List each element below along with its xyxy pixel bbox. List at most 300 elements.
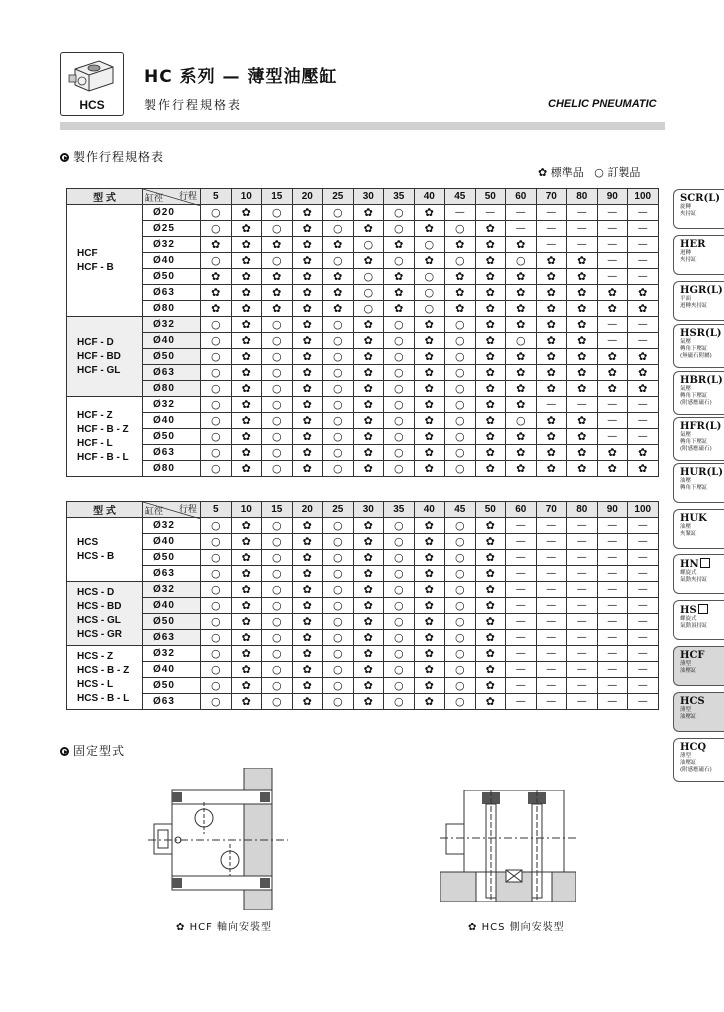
standard-mark: ✿ <box>414 317 445 333</box>
standard-mark: ✿ <box>475 678 506 694</box>
order-mark: ○ <box>445 630 476 646</box>
standard-mark: ✿ <box>384 285 415 301</box>
order-mark: ○ <box>353 285 384 301</box>
bore-cell: Ø40 <box>143 413 201 429</box>
side-tab-code: HSR(L) <box>680 328 722 339</box>
order-mark: ○ <box>384 566 415 582</box>
standard-mark: ✿ <box>475 221 506 237</box>
bore-cell: Ø80 <box>143 381 201 397</box>
hcf-axial-mount-drawing <box>148 768 288 910</box>
standard-mark: ✿ <box>292 381 323 397</box>
stroke-25: 25 <box>323 189 354 205</box>
order-mark: ○ <box>201 662 232 678</box>
order-mark: ○ <box>384 221 415 237</box>
order-mark: ○ <box>323 221 354 237</box>
table-row <box>67 566 659 582</box>
standard-mark: ✿ <box>292 598 323 614</box>
standard-mark: ✿ <box>353 694 384 710</box>
ord-symbol-icon: ○ <box>594 166 604 179</box>
standard-mark: ✿ <box>475 237 506 253</box>
order-mark: ○ <box>323 205 354 221</box>
standard-mark: ✿ <box>475 646 506 662</box>
standard-mark: ✿ <box>506 461 537 477</box>
table-row <box>67 285 659 301</box>
unavailable-mark: — <box>628 646 659 662</box>
standard-mark: ✿ <box>353 253 384 269</box>
standard-mark: ✿ <box>231 269 262 285</box>
unavailable-mark: — <box>536 662 567 678</box>
stroke-50: 50 <box>475 189 506 205</box>
page-title: HC 系列 — 薄型油壓缸 <box>144 67 338 87</box>
model-name: HCF - GL <box>77 364 121 376</box>
unavailable-mark: — <box>567 397 598 413</box>
order-mark: ○ <box>323 381 354 397</box>
model-name: HCS - D <box>77 586 115 598</box>
order-mark: ○ <box>323 566 354 582</box>
standard-mark: ✿ <box>475 550 506 566</box>
standard-mark: ✿ <box>414 614 445 630</box>
standard-mark: ✿ <box>536 381 567 397</box>
table-row <box>67 598 659 614</box>
order-mark: ○ <box>262 582 293 598</box>
side-tab-desc: (附感應磁石) <box>680 446 712 452</box>
legend-std-label: 標準品 <box>550 166 584 179</box>
standard-mark: ✿ <box>506 237 537 253</box>
standard-mark: ✿ <box>231 349 262 365</box>
order-mark: ○ <box>262 662 293 678</box>
standard-mark: ✿ <box>567 317 598 333</box>
side-tab-desc: 油壓缸 <box>680 760 697 766</box>
bore-cell: Ø50 <box>143 429 201 445</box>
standard-mark: ✿ <box>292 333 323 349</box>
side-tab-desc: 氣壓 <box>680 386 692 392</box>
order-mark: ○ <box>323 614 354 630</box>
order-mark: ○ <box>445 646 476 662</box>
side-tab-desc: 夾緊缸 <box>680 531 697 537</box>
table-row <box>67 445 659 461</box>
order-mark: ○ <box>201 534 232 550</box>
standard-mark: ✿ <box>292 550 323 566</box>
unavailable-mark: — <box>597 429 628 445</box>
standard-mark: ✿ <box>262 269 293 285</box>
stroke-50: 50 <box>475 502 506 518</box>
bore-cell: Ø50 <box>143 678 201 694</box>
side-tab-huk[interactable] <box>673 509 724 549</box>
table-row <box>67 518 659 534</box>
unavailable-mark: — <box>597 694 628 710</box>
order-mark: ○ <box>384 694 415 710</box>
standard-mark: ✿ <box>231 365 262 381</box>
unavailable-mark: — <box>628 221 659 237</box>
stroke-70: 70 <box>536 502 567 518</box>
standard-mark: ✿ <box>231 317 262 333</box>
standard-mark: ✿ <box>475 662 506 678</box>
unavailable-mark: — <box>506 518 537 534</box>
order-mark: ○ <box>262 381 293 397</box>
order-mark: ○ <box>201 550 232 566</box>
order-mark: ○ <box>445 550 476 566</box>
unavailable-mark: — <box>597 646 628 662</box>
unavailable-mark: — <box>597 397 628 413</box>
bore-cell: Ø40 <box>143 253 201 269</box>
order-mark: ○ <box>201 429 232 445</box>
order-mark: ○ <box>201 445 232 461</box>
standard-mark: ✿ <box>384 237 415 253</box>
unavailable-mark: — <box>628 678 659 694</box>
order-mark: ○ <box>323 518 354 534</box>
order-mark: ○ <box>414 269 445 285</box>
side-tab-hcq[interactable] <box>673 738 724 782</box>
order-mark: ○ <box>384 413 415 429</box>
side-tab-desc: 平面 <box>680 296 692 302</box>
unavailable-mark: — <box>506 678 537 694</box>
unavailable-mark: — <box>567 678 598 694</box>
standard-mark: ✿ <box>231 534 262 550</box>
standard-mark: ✿ <box>353 678 384 694</box>
hcs-side-mount-drawing <box>440 790 576 902</box>
standard-mark: ✿ <box>231 381 262 397</box>
unavailable-mark: — <box>567 662 598 678</box>
standard-mark: ✿ <box>414 566 445 582</box>
bore-cell: Ø50 <box>143 349 201 365</box>
unavailable-mark: — <box>536 237 567 253</box>
order-mark: ○ <box>201 221 232 237</box>
order-mark: ○ <box>384 598 415 614</box>
model-cell <box>67 397 143 477</box>
stroke-10: 10 <box>231 189 262 205</box>
standard-mark: ✿ <box>475 301 506 317</box>
standard-mark: ✿ <box>292 461 323 477</box>
unavailable-mark: — <box>628 237 659 253</box>
standard-mark: ✿ <box>231 461 262 477</box>
bore-cell: Ø40 <box>143 534 201 550</box>
standard-mark: ✿ <box>628 445 659 461</box>
order-mark: ○ <box>323 333 354 349</box>
side-tab-hbrl[interactable] <box>673 371 724 415</box>
order-mark: ○ <box>445 333 476 349</box>
standard-mark: ✿ <box>353 582 384 598</box>
order-mark: ○ <box>445 534 476 550</box>
standard-mark: ✿ <box>628 301 659 317</box>
side-tab-desc: (附感應磁石) <box>680 767 712 773</box>
order-mark: ○ <box>262 413 293 429</box>
standard-mark: ✿ <box>414 461 445 477</box>
unavailable-mark: — <box>628 566 659 582</box>
order-mark: ○ <box>506 413 537 429</box>
order-mark: ○ <box>201 397 232 413</box>
model-name: HCS - GL <box>77 614 121 626</box>
standard-mark: ✿ <box>353 461 384 477</box>
unavailable-mark: — <box>628 205 659 221</box>
unavailable-mark: — <box>536 550 567 566</box>
stroke-10: 10 <box>231 502 262 518</box>
standard-mark: ✿ <box>475 413 506 429</box>
legend-ord-label: 訂製品 <box>607 166 641 179</box>
page-subtitle: 製作行程規格表 <box>144 98 243 112</box>
side-tab-hgrl[interactable] <box>673 281 724 321</box>
standard-mark: ✿ <box>567 445 598 461</box>
table-row <box>67 550 659 566</box>
order-mark: ○ <box>201 566 232 582</box>
side-tab-desc: 油壓 <box>680 524 692 530</box>
order-mark: ○ <box>384 429 415 445</box>
standard-mark: ✿ <box>353 381 384 397</box>
side-tab-desc: 氣壓 <box>680 432 692 438</box>
order-mark: ○ <box>384 253 415 269</box>
standard-mark: ✿ <box>506 445 537 461</box>
order-mark: ○ <box>445 694 476 710</box>
standard-mark: ✿ <box>567 333 598 349</box>
order-mark: ○ <box>445 445 476 461</box>
standard-mark: ✿ <box>414 349 445 365</box>
bore-cell: Ø63 <box>143 365 201 381</box>
unavailable-mark: — <box>567 614 598 630</box>
bore-cell: Ø50 <box>143 550 201 566</box>
order-mark: ○ <box>384 614 415 630</box>
side-tab-hfrl[interactable] <box>673 417 724 461</box>
table-row <box>67 630 659 646</box>
standard-mark: ✿ <box>475 333 506 349</box>
standard-mark: ✿ <box>292 566 323 582</box>
standard-mark: ✿ <box>231 614 262 630</box>
standard-mark: ✿ <box>506 429 537 445</box>
order-mark: ○ <box>384 397 415 413</box>
standard-mark: ✿ <box>201 269 232 285</box>
unavailable-mark: — <box>597 550 628 566</box>
standard-mark: ✿ <box>353 662 384 678</box>
unavailable-mark: — <box>597 614 628 630</box>
stroke-15: 15 <box>262 502 293 518</box>
standard-mark: ✿ <box>414 205 445 221</box>
standard-mark: ✿ <box>323 269 354 285</box>
section-title-stroke: 製作行程規格表 <box>60 148 164 165</box>
order-mark: ○ <box>445 518 476 534</box>
square-icon <box>698 604 708 614</box>
standard-mark: ✿ <box>414 550 445 566</box>
standard-mark: ✿ <box>597 301 628 317</box>
unavailable-mark: — <box>506 205 537 221</box>
standard-mark: ✿ <box>353 221 384 237</box>
order-mark: ○ <box>323 445 354 461</box>
unavailable-mark: — <box>628 413 659 429</box>
standard-mark: ✿ <box>353 566 384 582</box>
standard-mark: ✿ <box>414 429 445 445</box>
bore-cell: Ø20 <box>143 205 201 221</box>
table-row <box>67 646 659 662</box>
standard-mark: ✿ <box>445 237 476 253</box>
model-name: HCS <box>77 536 99 548</box>
standard-mark: ✿ <box>414 662 445 678</box>
order-mark: ○ <box>353 237 384 253</box>
side-tab-her[interactable] <box>673 235 724 275</box>
standard-mark: ✿ <box>475 630 506 646</box>
standard-mark: ✿ <box>414 397 445 413</box>
standard-mark: ✿ <box>536 285 567 301</box>
std-symbol-icon: ✿ <box>176 922 186 933</box>
standard-mark: ✿ <box>536 253 567 269</box>
order-mark: ○ <box>384 550 415 566</box>
standard-mark: ✿ <box>231 566 262 582</box>
standard-mark: ✿ <box>353 646 384 662</box>
standard-mark: ✿ <box>353 349 384 365</box>
side-tab-desc: 轉角下壓缸 <box>680 485 708 491</box>
model-name: HCF - BD <box>77 350 121 362</box>
unavailable-mark: — <box>567 518 598 534</box>
standard-mark: ✿ <box>231 413 262 429</box>
standard-mark: ✿ <box>597 445 628 461</box>
product-logo <box>60 52 124 116</box>
standard-mark: ✿ <box>536 445 567 461</box>
side-tab-desc: 氣動頂持缸 <box>680 623 708 629</box>
stroke-15: 15 <box>262 189 293 205</box>
order-mark: ○ <box>506 253 537 269</box>
order-mark: ○ <box>262 646 293 662</box>
order-mark: ○ <box>384 205 415 221</box>
order-mark: ○ <box>262 518 293 534</box>
unavailable-mark: — <box>536 598 567 614</box>
section-bullet-icon <box>60 153 69 162</box>
order-mark: ○ <box>201 349 232 365</box>
table-row <box>67 205 659 221</box>
standard-mark: ✿ <box>414 630 445 646</box>
side-tab-hs[interactable] <box>673 600 724 640</box>
order-mark: ○ <box>323 349 354 365</box>
model-name: HCS - BD <box>77 600 122 612</box>
order-mark: ○ <box>201 646 232 662</box>
bore-cell: Ø32 <box>143 646 201 662</box>
standard-mark: ✿ <box>414 518 445 534</box>
unavailable-mark: — <box>628 630 659 646</box>
stroke-5: 5 <box>201 502 232 518</box>
model-name: HCF - D <box>77 336 114 348</box>
order-mark: ○ <box>262 694 293 710</box>
standard-mark: ✿ <box>628 381 659 397</box>
standard-mark: ✿ <box>353 397 384 413</box>
standard-mark: ✿ <box>414 413 445 429</box>
side-tab-hsrl[interactable] <box>673 324 724 368</box>
stroke-label: 行程 <box>178 504 197 514</box>
table-row <box>67 349 659 365</box>
model-cell <box>67 205 143 317</box>
order-mark: ○ <box>384 630 415 646</box>
side-tab-desc: 轉角下壓缸 <box>680 439 708 445</box>
order-mark: ○ <box>445 461 476 477</box>
bore-cell: Ø63 <box>143 285 201 301</box>
order-mark: ○ <box>445 253 476 269</box>
unavailable-mark: — <box>628 397 659 413</box>
side-tab-hurl[interactable] <box>673 463 724 503</box>
standard-mark: ✿ <box>353 518 384 534</box>
order-mark: ○ <box>445 678 476 694</box>
standard-mark: ✿ <box>353 365 384 381</box>
standard-mark: ✿ <box>567 429 598 445</box>
standard-mark: ✿ <box>292 349 323 365</box>
order-mark: ○ <box>201 518 232 534</box>
standard-mark: ✿ <box>567 285 598 301</box>
unavailable-mark: — <box>567 582 598 598</box>
standard-mark: ✿ <box>231 445 262 461</box>
side-tab-hcs[interactable] <box>673 692 724 732</box>
standard-mark: ✿ <box>475 397 506 413</box>
standard-mark: ✿ <box>475 381 506 397</box>
order-mark: ○ <box>262 614 293 630</box>
side-tab-desc: 夾持缸 <box>680 211 697 217</box>
standard-mark: ✿ <box>231 630 262 646</box>
standard-mark: ✿ <box>567 461 598 477</box>
standard-mark: ✿ <box>597 381 628 397</box>
order-mark: ○ <box>262 365 293 381</box>
unavailable-mark: — <box>567 237 598 253</box>
standard-mark: ✿ <box>475 253 506 269</box>
unavailable-mark: — <box>628 614 659 630</box>
bore-cell: Ø50 <box>143 269 201 285</box>
standard-mark: ✿ <box>628 365 659 381</box>
unavailable-mark: — <box>628 582 659 598</box>
side-tab-scrl[interactable] <box>673 189 724 229</box>
order-mark: ○ <box>445 221 476 237</box>
order-mark: ○ <box>445 566 476 582</box>
standard-mark: ✿ <box>414 333 445 349</box>
standard-mark: ✿ <box>567 253 598 269</box>
table-row <box>67 582 659 598</box>
bore-cell: Ø32 <box>143 397 201 413</box>
standard-mark: ✿ <box>353 534 384 550</box>
standard-mark: ✿ <box>628 285 659 301</box>
order-mark: ○ <box>323 534 354 550</box>
stroke-60: 60 <box>506 502 537 518</box>
standard-mark: ✿ <box>597 461 628 477</box>
order-mark: ○ <box>445 429 476 445</box>
standard-mark: ✿ <box>475 566 506 582</box>
bore-cell: Ø80 <box>143 301 201 317</box>
stroke-90: 90 <box>597 189 628 205</box>
standard-mark: ✿ <box>536 333 567 349</box>
standard-mark: ✿ <box>262 237 293 253</box>
standard-mark: ✿ <box>414 381 445 397</box>
order-mark: ○ <box>384 662 415 678</box>
unavailable-mark: — <box>506 630 537 646</box>
bore-cell: Ø32 <box>143 237 201 253</box>
side-tab-hn[interactable] <box>673 554 724 594</box>
order-mark: ○ <box>384 534 415 550</box>
unavailable-mark: — <box>567 630 598 646</box>
side-tab-hcf[interactable] <box>673 646 724 686</box>
unavailable-mark: — <box>445 205 476 221</box>
standard-mark: ✿ <box>536 365 567 381</box>
order-mark: ○ <box>323 365 354 381</box>
order-mark: ○ <box>445 614 476 630</box>
table-row <box>67 333 659 349</box>
standard-mark: ✿ <box>292 413 323 429</box>
stroke-45: 45 <box>445 502 476 518</box>
order-mark: ○ <box>506 333 537 349</box>
stroke-20: 20 <box>292 502 323 518</box>
stroke-table-hcs <box>66 501 659 710</box>
standard-mark: ✿ <box>231 598 262 614</box>
standard-mark: ✿ <box>292 397 323 413</box>
standard-mark: ✿ <box>353 598 384 614</box>
order-mark: ○ <box>201 253 232 269</box>
standard-mark: ✿ <box>445 285 476 301</box>
standard-mark: ✿ <box>262 285 293 301</box>
model-name: HCF - B - L <box>77 451 129 463</box>
bore-cell: Ø25 <box>143 221 201 237</box>
table-row <box>67 614 659 630</box>
bore-cell: Ø40 <box>143 598 201 614</box>
table-row <box>67 694 659 710</box>
standard-mark: ✿ <box>506 301 537 317</box>
standard-mark: ✿ <box>536 301 567 317</box>
